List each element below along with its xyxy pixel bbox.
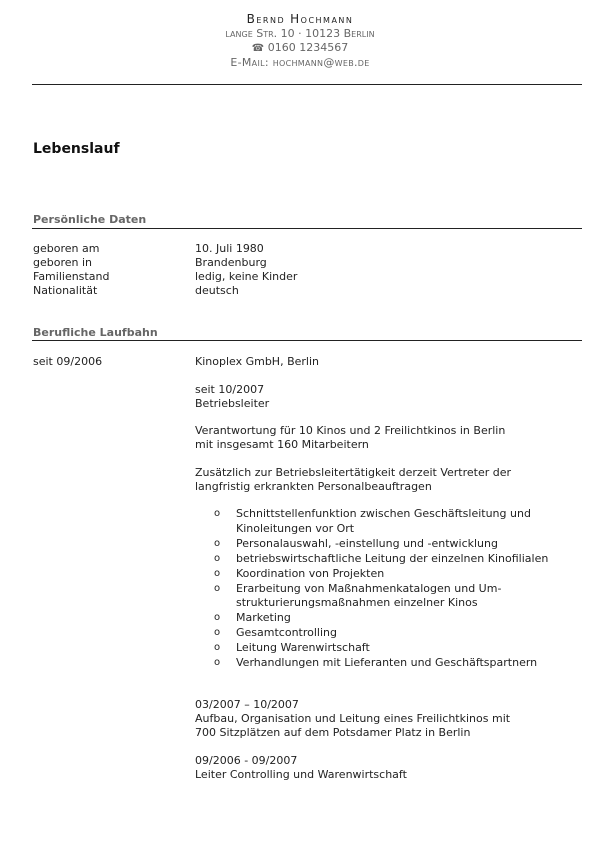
applicant-phone xyxy=(0,41,600,54)
career-position-since: seit 10/2007 xyxy=(195,383,265,396)
task-list-item xyxy=(195,626,548,641)
task-text: Personalauswahl, -einstellung und -entwicklung xyxy=(236,536,498,550)
section-divider-career xyxy=(32,340,582,341)
career-employer: Kinoplex GmbH, Berlin xyxy=(195,355,319,368)
task-list-item xyxy=(195,641,548,656)
bullet-marker: o xyxy=(214,627,221,638)
personal-label-nationality: Nationalität xyxy=(33,284,98,297)
task-text: Koordination von Projekten xyxy=(236,566,385,580)
section-title-personal: Persönliche Daten xyxy=(33,213,147,226)
career-period-3: 09/2006 - 09/2007 xyxy=(195,754,298,767)
personal-value-marital: ledig, keine Kinder xyxy=(195,270,298,283)
career-responsibility-line: mit insgesamt 160 Mitarbeitern xyxy=(195,438,369,451)
task-list-item xyxy=(195,582,548,611)
task-list-item xyxy=(195,552,548,567)
career-position: Betriebsleiter xyxy=(195,397,270,410)
personal-value-birthdate: 10. Juli 1980 xyxy=(195,242,264,255)
bullet-marker: o xyxy=(214,642,221,653)
bullet-marker: o xyxy=(214,612,221,623)
bullet-marker: o xyxy=(214,552,221,564)
header-divider xyxy=(32,84,582,85)
task-list-item xyxy=(195,656,548,671)
section-divider-personal xyxy=(32,228,582,229)
task-list-item xyxy=(195,567,548,582)
task-list-item xyxy=(195,507,548,536)
task-text: betriebswirtschaftliche Leitung der einzelnen Kinofilialen xyxy=(236,551,549,565)
task-text: Gesamtcontrolling xyxy=(236,626,337,639)
career-period-2-text: Aufbau, Organisation und Leitung eines Freilichtkinos mit xyxy=(195,712,511,725)
personal-value-birthplace: Brandenburg xyxy=(195,256,267,269)
career-entry-period: seit 09/2006 xyxy=(33,355,103,368)
email-address: hochmann@web.de xyxy=(272,56,370,69)
personal-label-birthdate: geboren am xyxy=(33,242,100,255)
task-text: Leitung Warenwirtschaft xyxy=(236,641,370,654)
career-additional-line: langfristig erkrankten Personalbeauftragen xyxy=(195,480,432,493)
task-text: Marketing xyxy=(236,611,291,624)
career-responsibility-line: Verantwortung für 10 Kinos und 2 Freilichtkinos in Berlin xyxy=(195,424,506,437)
applicant-email xyxy=(0,56,600,69)
bullet-marker: o xyxy=(214,582,221,594)
career-period-2-text: 700 Sitzplätzen auf dem Potsdamer Platz in Berlin xyxy=(195,726,471,739)
career-period-3-text: Leiter Controlling und Warenwirtschaft xyxy=(195,768,407,781)
task-list-item xyxy=(195,611,548,626)
personal-value-nationality: deutsch xyxy=(195,284,239,297)
task-list xyxy=(195,507,548,671)
career-period-2: 03/2007 – 10/2007 xyxy=(195,698,299,711)
task-text: Verhandlungen mit Lieferanten und Geschäftspartnern xyxy=(236,656,538,669)
email-label: E-Mail: xyxy=(230,56,269,69)
phone-icon: ☎ xyxy=(251,43,265,54)
bullet-marker: o xyxy=(214,508,221,519)
applicant-name: Bernd Hochmann xyxy=(246,12,354,26)
phone-number: 0160 1234567 xyxy=(267,41,349,54)
task-text: Schnittstellenfunktion zwischen Geschäftsleitung und Kinoleitungen vor Ort xyxy=(236,507,531,535)
career-additional-line: Zusätzlich zur Betriebsleitertätigkeit derzeit Vertreter der xyxy=(195,466,512,479)
section-title-career: Berufliche Laufbahn xyxy=(33,326,158,339)
applicant-address: lange Str. 10 · 10123 Berlin xyxy=(225,27,375,40)
bullet-marker: o xyxy=(214,567,221,579)
personal-label-birthplace: geboren in xyxy=(33,256,93,269)
task-list-item xyxy=(195,537,548,552)
task-text: Erarbeitung von Maßnahmenkatalogen und Um- strukturierungsmaßnahmen einzelner Kinos xyxy=(236,581,502,609)
document-title: Lebenslauf xyxy=(33,141,120,157)
bullet-marker: o xyxy=(214,537,221,549)
personal-label-marital: Familienstand xyxy=(33,270,110,283)
bullet-marker: o xyxy=(214,657,221,668)
